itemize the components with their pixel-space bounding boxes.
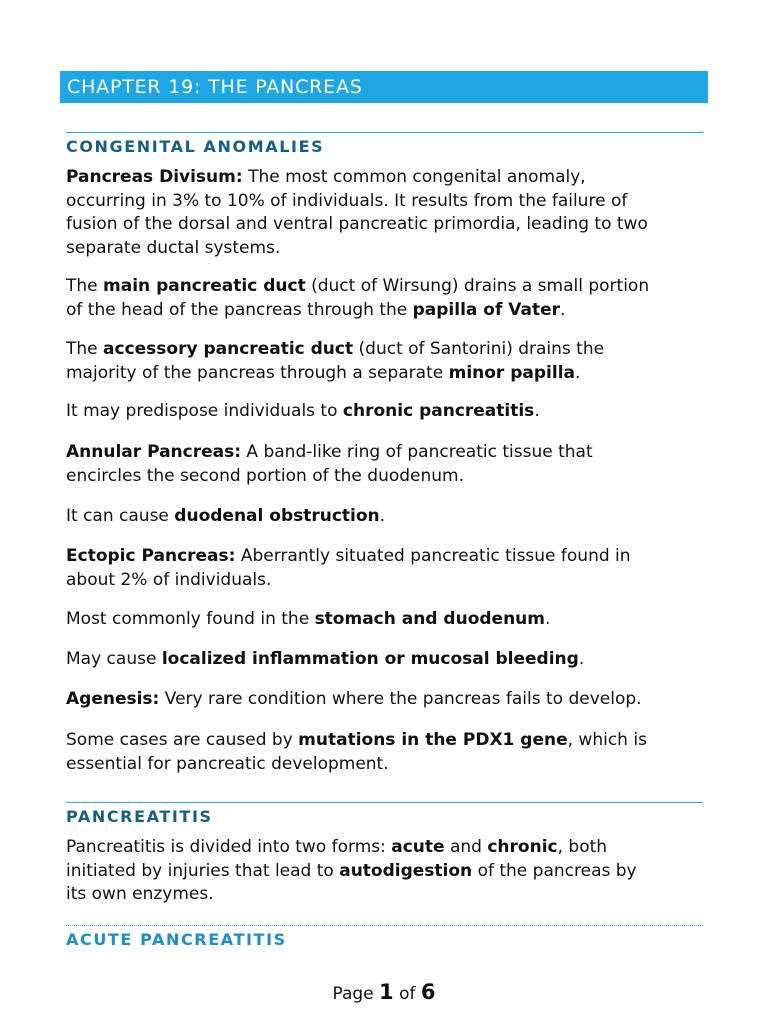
section-heading-pancreatitis: PANCREATITIS — [66, 807, 213, 826]
paragraph-pancreatitis-intro: Pancreatitis is divided into two forms: acute and chronic, both initiated by injuries that lead to autodigestion of the pancreas by its own enzymes. — [66, 837, 637, 904]
paragraph-accessory-pancreatic-duct: The accessory pancreatic duct (duct of Santorini) drains the majority of the pancreas through a separate minor papilla. — [66, 339, 605, 383]
paragraph-annular-pancreas: Annular Pancreas: A band-like ring of pancreatic tissue that encircles the second portion of the duodenum. — [66, 442, 593, 486]
paragraph-pancreas-divisum: Pancreas Divisum: The most common congenital anomaly, occurring in 3% to 10% of individuals. It results from the failure of fusion of the dorsal and ventral pancreatic primordia, leading to two separate ductal systems. — [66, 167, 648, 258]
paragraph-localized-inflammation: May cause localized inflammation or mucosal bleeding. — [66, 649, 585, 669]
paragraph-duodenal-obstruction: It can cause duodenal obstruction. — [66, 506, 386, 526]
section-heading-congenital-anomalies: CONGENITAL ANOMALIES — [66, 137, 325, 156]
paragraph-pdx1-mutations: Some cases are caused by mutations in the PDX1 gene, which is essential for pancreatic development. — [66, 730, 647, 774]
paragraph-main-pancreatic-duct: The main pancreatic duct (duct of Wirsung) drains a small portion of the head of the pancreas through the papilla of Vater. — [66, 276, 650, 320]
chapter-banner — [60, 71, 708, 103]
chapter-title: CHAPTER 19: THE PANCREAS — [67, 76, 363, 98]
page-number: Page 1 of 6 — [332, 980, 436, 1004]
paragraph-agenesis: Agenesis: Very rare condition where the pancreas fails to develop. — [66, 689, 642, 709]
section-divider — [66, 132, 703, 133]
section-divider — [66, 802, 703, 803]
paragraph-stomach-duodenum: Most commonly found in the stomach and duodenum. — [66, 609, 551, 629]
paragraph-ectopic-pancreas: Ectopic Pancreas: Aberrantly situated pancreatic tissue found in about 2% of individuals. — [66, 546, 631, 590]
section-heading-acute-pancreatitis: ACUTE PANCREATITIS — [66, 930, 287, 949]
paragraph-chronic-pancreatitis-risk: It may predispose individuals to chronic pancreatitis. — [66, 401, 540, 421]
section-divider-dotted — [66, 925, 703, 926]
